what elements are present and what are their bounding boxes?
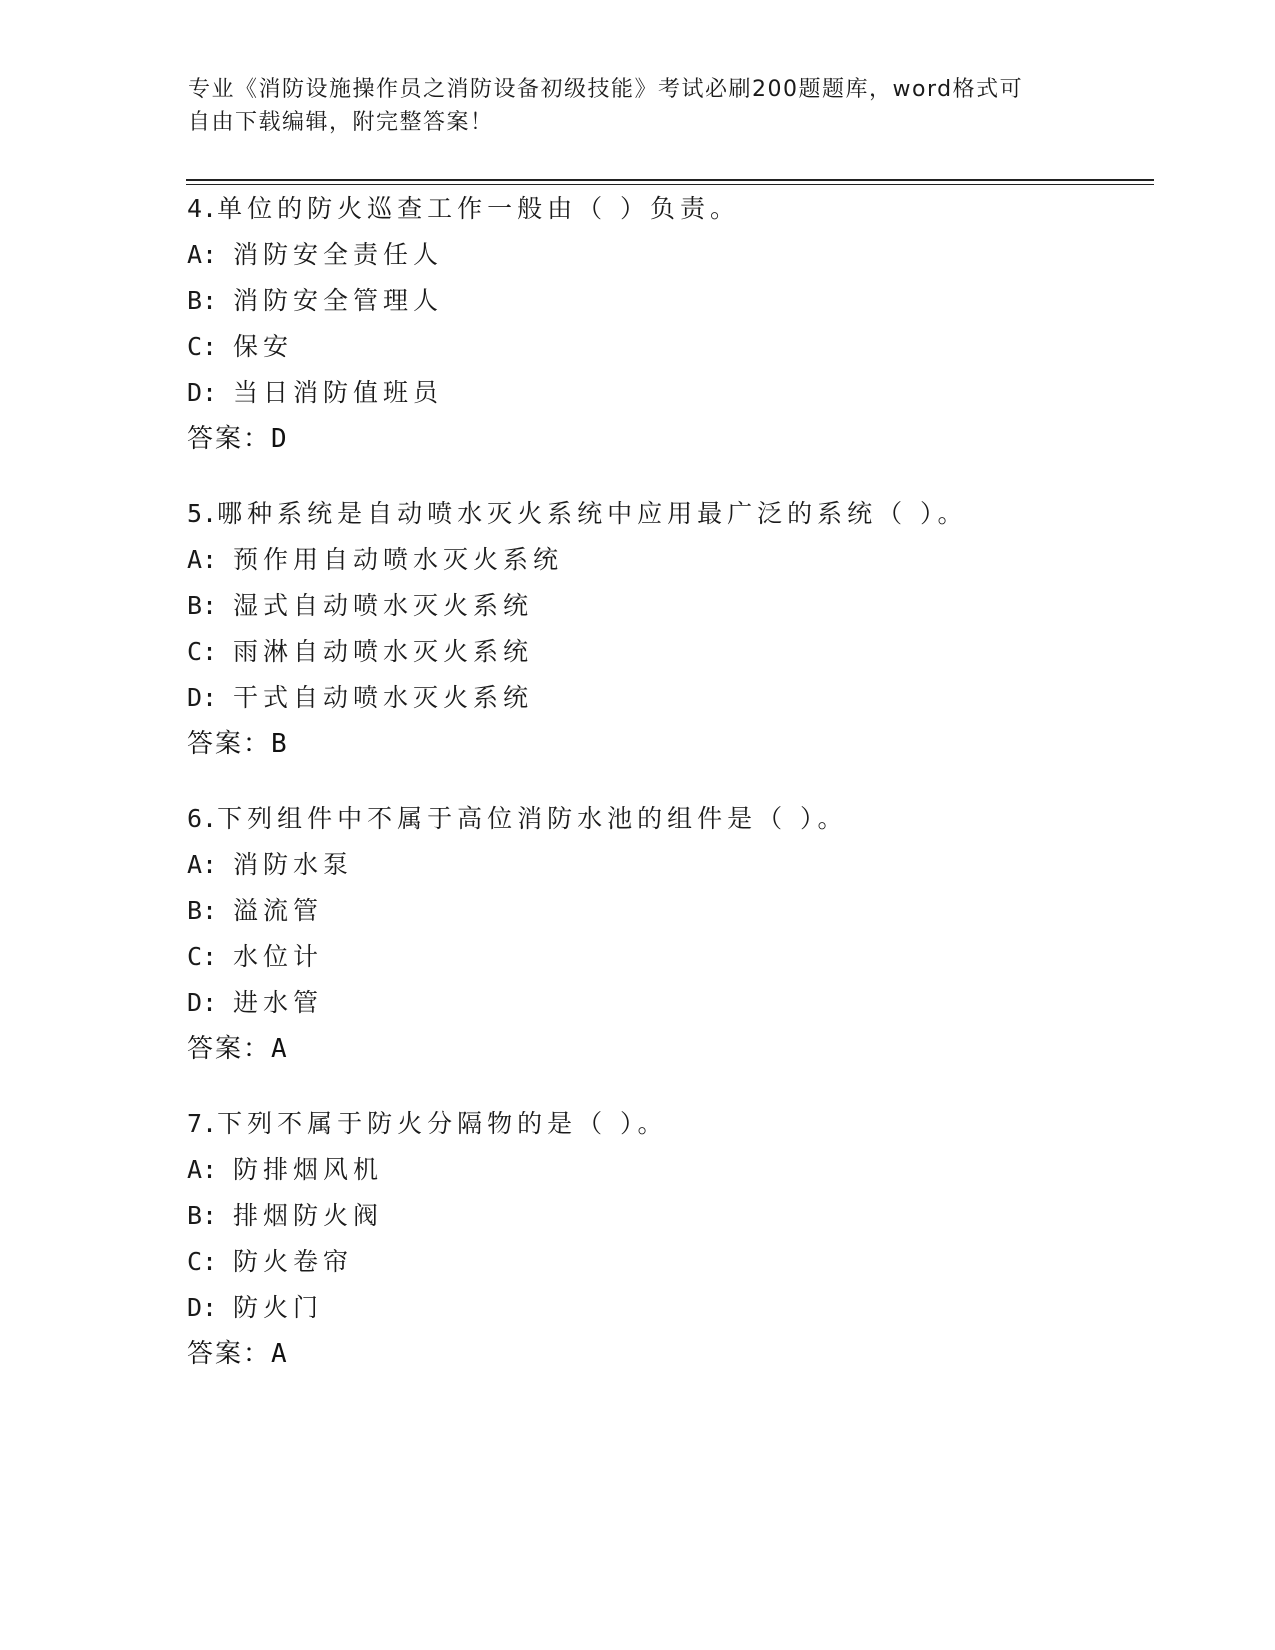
option-row (187, 583, 1147, 629)
question-text: 单位的防火巡查工作一般由（ ）负责。 (217, 194, 741, 223)
option-text: 消防水泵 (233, 850, 354, 879)
option-letter: C: (187, 637, 218, 666)
option-row (187, 232, 1147, 278)
question-stem (187, 796, 1147, 842)
question-block (187, 796, 1147, 1072)
answer-label: 答案： (187, 424, 272, 454)
option-text: 排烟防火阀 (233, 1201, 384, 1230)
header-line-2: 自由下载编辑，附完整答案！ (188, 110, 494, 135)
option-row (187, 1147, 1147, 1193)
question-text: 下列组件中不属于高位消防水池的组件是（ ）。 (217, 804, 848, 833)
question-number: 7. (187, 1109, 218, 1138)
answer-value: D (271, 424, 288, 454)
option-letter: C: (187, 1247, 218, 1276)
option-text: 防排烟风机 (233, 1155, 384, 1184)
option-letter: C: (187, 332, 218, 361)
option-text: 溢流管 (233, 896, 324, 925)
question-text: 下列不属于防火分隔物的是（ ）。 (217, 1109, 668, 1138)
option-row (187, 842, 1147, 888)
option-text: 防火卷帘 (233, 1247, 354, 1276)
question-number: 5. (187, 499, 218, 528)
question-stem (187, 1101, 1147, 1147)
question-stem (187, 491, 1147, 537)
document-header (188, 73, 1088, 139)
option-letter: A: (187, 545, 218, 574)
answer-label: 答案： (187, 729, 272, 759)
option-row (187, 675, 1147, 721)
option-letter: A: (187, 850, 218, 879)
option-text: 防火门 (233, 1293, 324, 1322)
option-text: 干式自动喷水灭火系统 (233, 683, 534, 712)
option-letter: A: (187, 240, 218, 269)
option-letter: D: (187, 988, 218, 1017)
option-row (187, 324, 1147, 370)
option-letter: D: (187, 378, 218, 407)
option-letter: B: (187, 1201, 218, 1230)
question-block (187, 491, 1147, 767)
question-number: 4. (187, 194, 218, 223)
option-letter: C: (187, 942, 218, 971)
option-text: 预作用自动喷水灭火系统 (233, 545, 564, 574)
answer-value: A (271, 1034, 288, 1064)
question-block (187, 186, 1147, 462)
option-row (187, 980, 1147, 1026)
option-row (187, 1239, 1147, 1285)
answer-row (187, 416, 1147, 462)
option-row (187, 370, 1147, 416)
option-text: 水位计 (233, 942, 324, 971)
question-text: 哪种系统是自动喷水灭火系统中应用最广泛的系统（ ）。 (217, 499, 968, 528)
option-letter: D: (187, 683, 218, 712)
question-number: 6. (187, 804, 218, 833)
option-text: 雨淋自动喷水灭火系统 (233, 637, 534, 666)
answer-value: B (271, 729, 288, 759)
answer-row (187, 1331, 1147, 1377)
option-letter: A: (187, 1155, 218, 1184)
answer-label: 答案： (187, 1034, 272, 1064)
header-line-1: 专业《消防设施操作员之消防设备初级技能》考试必刷200题题库，word格式可 (188, 77, 1024, 102)
option-text: 消防安全管理人 (233, 286, 444, 315)
option-text: 进水管 (233, 988, 324, 1017)
question-stem (187, 186, 1147, 232)
option-letter: D: (187, 1293, 218, 1322)
option-row (187, 1285, 1147, 1331)
question-block (187, 1101, 1147, 1377)
option-text: 湿式自动喷水灭火系统 (233, 591, 534, 620)
option-letter: B: (187, 286, 218, 315)
answer-row (187, 721, 1147, 767)
option-row (187, 278, 1147, 324)
answer-row (187, 1026, 1147, 1072)
option-row (187, 1193, 1147, 1239)
header-divider-thin (186, 184, 1154, 185)
option-text: 保安 (233, 332, 294, 361)
option-row (187, 934, 1147, 980)
option-row (187, 888, 1147, 934)
option-letter: B: (187, 591, 218, 620)
answer-label: 答案： (187, 1339, 272, 1369)
option-letter: B: (187, 896, 218, 925)
option-row (187, 537, 1147, 583)
option-text: 消防安全责任人 (233, 240, 444, 269)
header-divider-thick (186, 179, 1154, 181)
option-text: 当日消防值班员 (233, 378, 444, 407)
option-row (187, 629, 1147, 675)
answer-value: A (271, 1339, 288, 1369)
